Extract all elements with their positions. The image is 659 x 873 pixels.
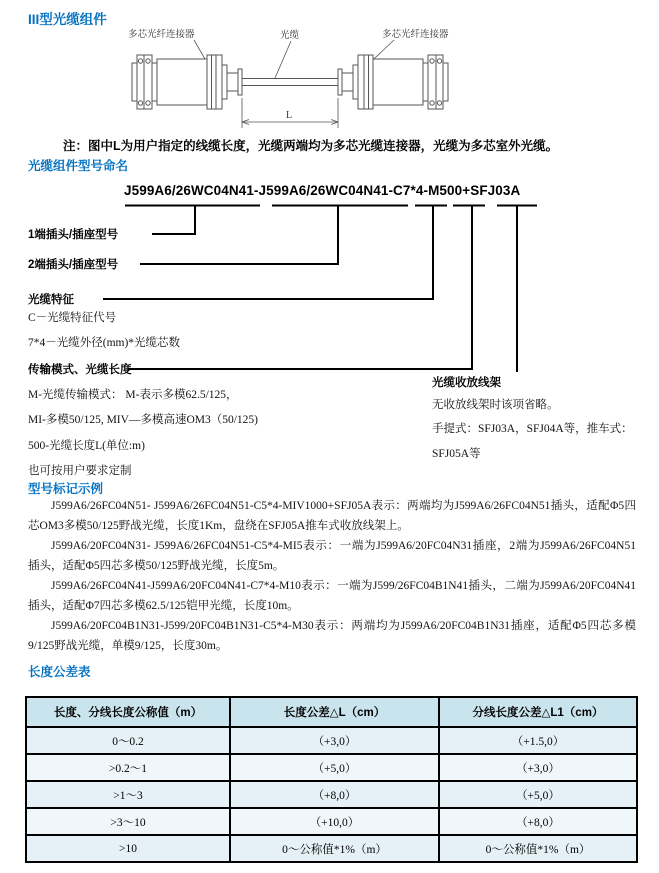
examples-heading: 型号标记示例 (28, 482, 104, 496)
example-paragraph: J599A6/20FC04N31- J599A6/26FC04N51-C5*4-MI5表示：一端为J599A6/20FC04N31插座，2端为J599A6/26FC04N51插头，适配Φ5四芯多模50/125野战光缆，长度5m。 (28, 540, 636, 572)
end1-label: 1端插头/插座型号 (28, 229, 119, 241)
end2-label: 2端插头/插座型号 (28, 259, 119, 271)
left-connector-drawing (132, 55, 242, 109)
transmission-line-1: M-光缆传输模式： M-表示多模62.5/125， (28, 389, 238, 401)
page-title: III型光缆组件 (28, 12, 107, 27)
column-header: 分线长度公差△L1（cm） (439, 697, 637, 727)
table-cell: >3～10 (26, 808, 230, 835)
table-cell: 0～公称值*1%（m） (230, 835, 439, 862)
diagram-note: 注：图中L为用户指定的线缆长度，光缆两端均为多芯光缆连接器，光缆为多芯室外光缆。 (63, 139, 559, 153)
tolerance-table (25, 696, 638, 863)
table-cell: （+5,0） (439, 781, 637, 808)
table-cell: 0～0.2 (26, 727, 230, 754)
examples-block (28, 496, 636, 656)
naming-heading: 光缆组件型号命名 (28, 159, 129, 173)
reel-line-2: 手提式：SFJ03A，SFJ04A等，推车式： (432, 423, 633, 435)
reel-line-3: SFJ05A等 (432, 448, 481, 460)
cable-feature-line-1: C－光缆特征代号 (28, 312, 117, 324)
cable-drawing (242, 79, 338, 86)
table-cell: >1～3 (26, 781, 230, 808)
table-cell: （+3,0） (439, 754, 637, 781)
table-row (26, 808, 637, 835)
tolerance-heading: 长度公差表 (28, 665, 91, 679)
cable-feature-label: 光缆特征 (28, 294, 74, 306)
table-cell: 0～公称值*1%（m） (439, 835, 637, 862)
column-header: 长度公差△L（cm） (230, 697, 439, 727)
example-paragraph: J599A6/26FC04N41-J599A6/20FC04N41-C7*4-M10表示：一端为J599/26FC04B1N41插头，二端为J599A6/20FC04N41插头，适配Φ7四芯多模62.5/125铠甲光缆，长度10m。 (28, 580, 636, 612)
column-header: 长度、分线长度公称值（m） (26, 697, 230, 727)
table-row (26, 754, 637, 781)
example-paragraph: J599A6/20FC04B1N31-J599/20FC04B1N31-C5*4-M30表示：两端均为J599A6/20FC04B1N31插座，适配Φ5四芯多模9/125野战光缆，单模9/125，长度30m。 (28, 620, 636, 652)
table-row (26, 835, 637, 862)
example-paragraph: J599A6/26FC04N51- J599A6/26FC04N51-C5*4-MIV1000+SFJ05A表示：两端均为J599A6/26FC04N51插头，适配Φ5四芯OM3多模50/125野战光缆，长度1Km，盘绕在SFJ05A推车式收放线架上。 (28, 500, 636, 532)
table-cell: （+10,0） (230, 808, 439, 835)
table-cell: （+3,0） (230, 727, 439, 754)
right-connector-drawing (338, 55, 448, 109)
cable-assembly-diagram (95, 22, 565, 136)
table-row (26, 781, 637, 808)
model-number: J599A6/26WC04N41-J599A6/26WC04N41-C7*4-M500+SFJ03A (124, 183, 521, 198)
transmission-line-3: 500-光缆长度L(单位:m) (28, 440, 145, 452)
table-cell: （+1.5,0） (439, 727, 637, 754)
reel-line-1: 无收放线架时该项省略。 (432, 399, 559, 411)
table-cell: （+5,0） (230, 754, 439, 781)
table-header-row (26, 697, 637, 727)
transmission-line-4: 也可按用户要求定制 (28, 465, 132, 477)
transmission-label: 传输模式、光缆长度 (28, 364, 132, 376)
table-row (26, 727, 637, 754)
table-cell: >0.2～1 (26, 754, 230, 781)
reel-label: 光缆收放线架 (432, 377, 501, 389)
table-cell: （+8,0） (230, 781, 439, 808)
right-connector-label: 多芯光纤连接器 (382, 30, 449, 40)
transmission-line-2: MI-多模50/125, MIV—多模高速OM3（50/125) (28, 414, 258, 426)
cable-feature-line-2: 7*4－光缆外径(mm)*光缆芯数 (28, 337, 181, 349)
left-connector-label: 多芯光纤连接器 (128, 30, 195, 40)
table-cell: （+8,0） (439, 808, 637, 835)
cable-label: 光缆 (280, 31, 300, 41)
dimension-label: L (286, 110, 293, 121)
table-cell: >10 (26, 835, 230, 862)
